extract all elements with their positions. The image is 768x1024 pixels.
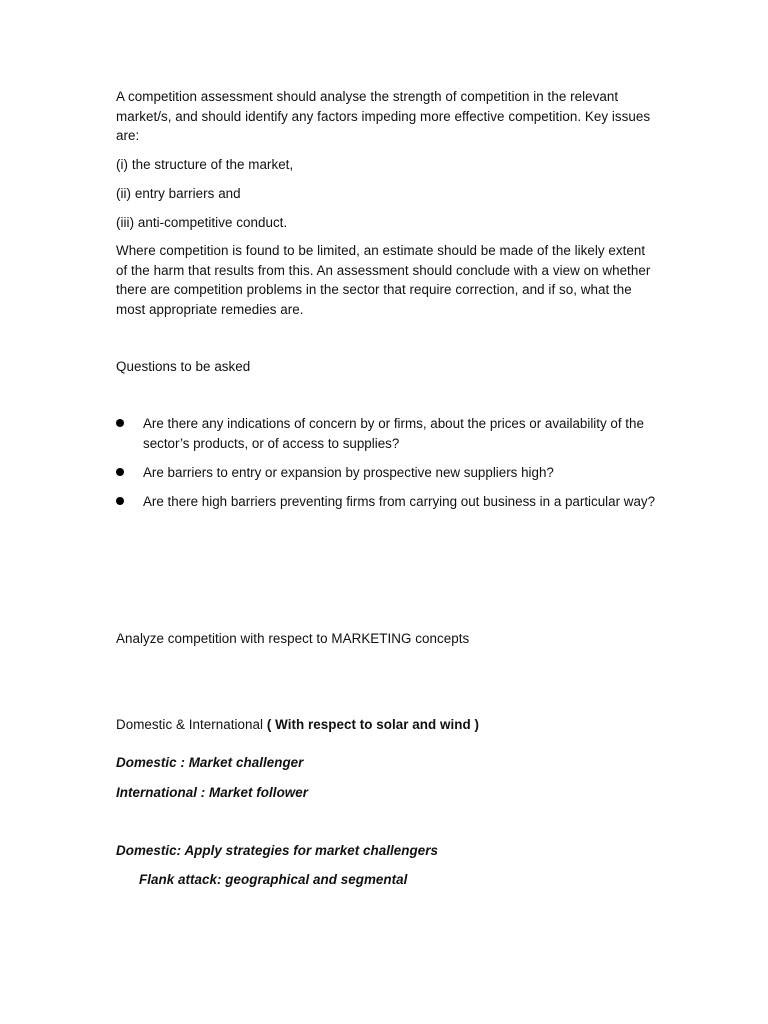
question-text: Are there any indications of concern by or firms, about the prices or availability of the sector’s products, or of access to supplies? — [143, 416, 644, 451]
question-item — [116, 492, 656, 512]
question-item — [116, 414, 656, 454]
bullet-icon — [116, 468, 124, 476]
conclusion-paragraph: Where competition is found to be limited, an estimate should be made of the likely extent of the harm that results from this. An assessment should conclude with a view on whether there are competition problems in the sector that require correction, and if so, what the most appropriate remedies are. — [116, 243, 651, 317]
domestic-strategy: Domestic: Apply strategies for market challengers — [116, 843, 438, 858]
international-position: International : Market follower — [116, 785, 309, 800]
scope-line — [116, 715, 656, 735]
questions-heading: Questions to be asked — [116, 359, 251, 374]
domestic-position: Domestic : Market challenger — [116, 755, 304, 770]
question-item — [116, 463, 656, 483]
bullet-icon — [116, 419, 124, 427]
scope-label: Domestic & International — [116, 717, 267, 732]
issue-structure: (i) the structure of the market, — [116, 157, 294, 172]
flank-attack: Flank attack: geographical and segmental — [139, 872, 408, 887]
question-text: Are there high barriers preventing firms from carrying out business in a particular way? — [143, 494, 656, 509]
issue-anti-competitive: (iii) anti-competitive conduct. — [116, 215, 288, 230]
bullet-icon — [116, 497, 124, 505]
scope-note: ( With respect to solar and wind ) — [266, 717, 479, 732]
issue-entry-barriers: (ii) entry barriers and — [116, 186, 241, 201]
questions-list — [116, 414, 656, 521]
intro-paragraph: A competition assessment should analyse the strength of competition in the relevant market/s, and should identify any factors impeding more effective competition. Key issues are: — [116, 89, 651, 143]
question-text: Are barriers to entry or expansion by prospective new suppliers high? — [143, 465, 554, 480]
marketing-heading: Analyze competition with respect to MARKETING concepts — [116, 631, 470, 646]
